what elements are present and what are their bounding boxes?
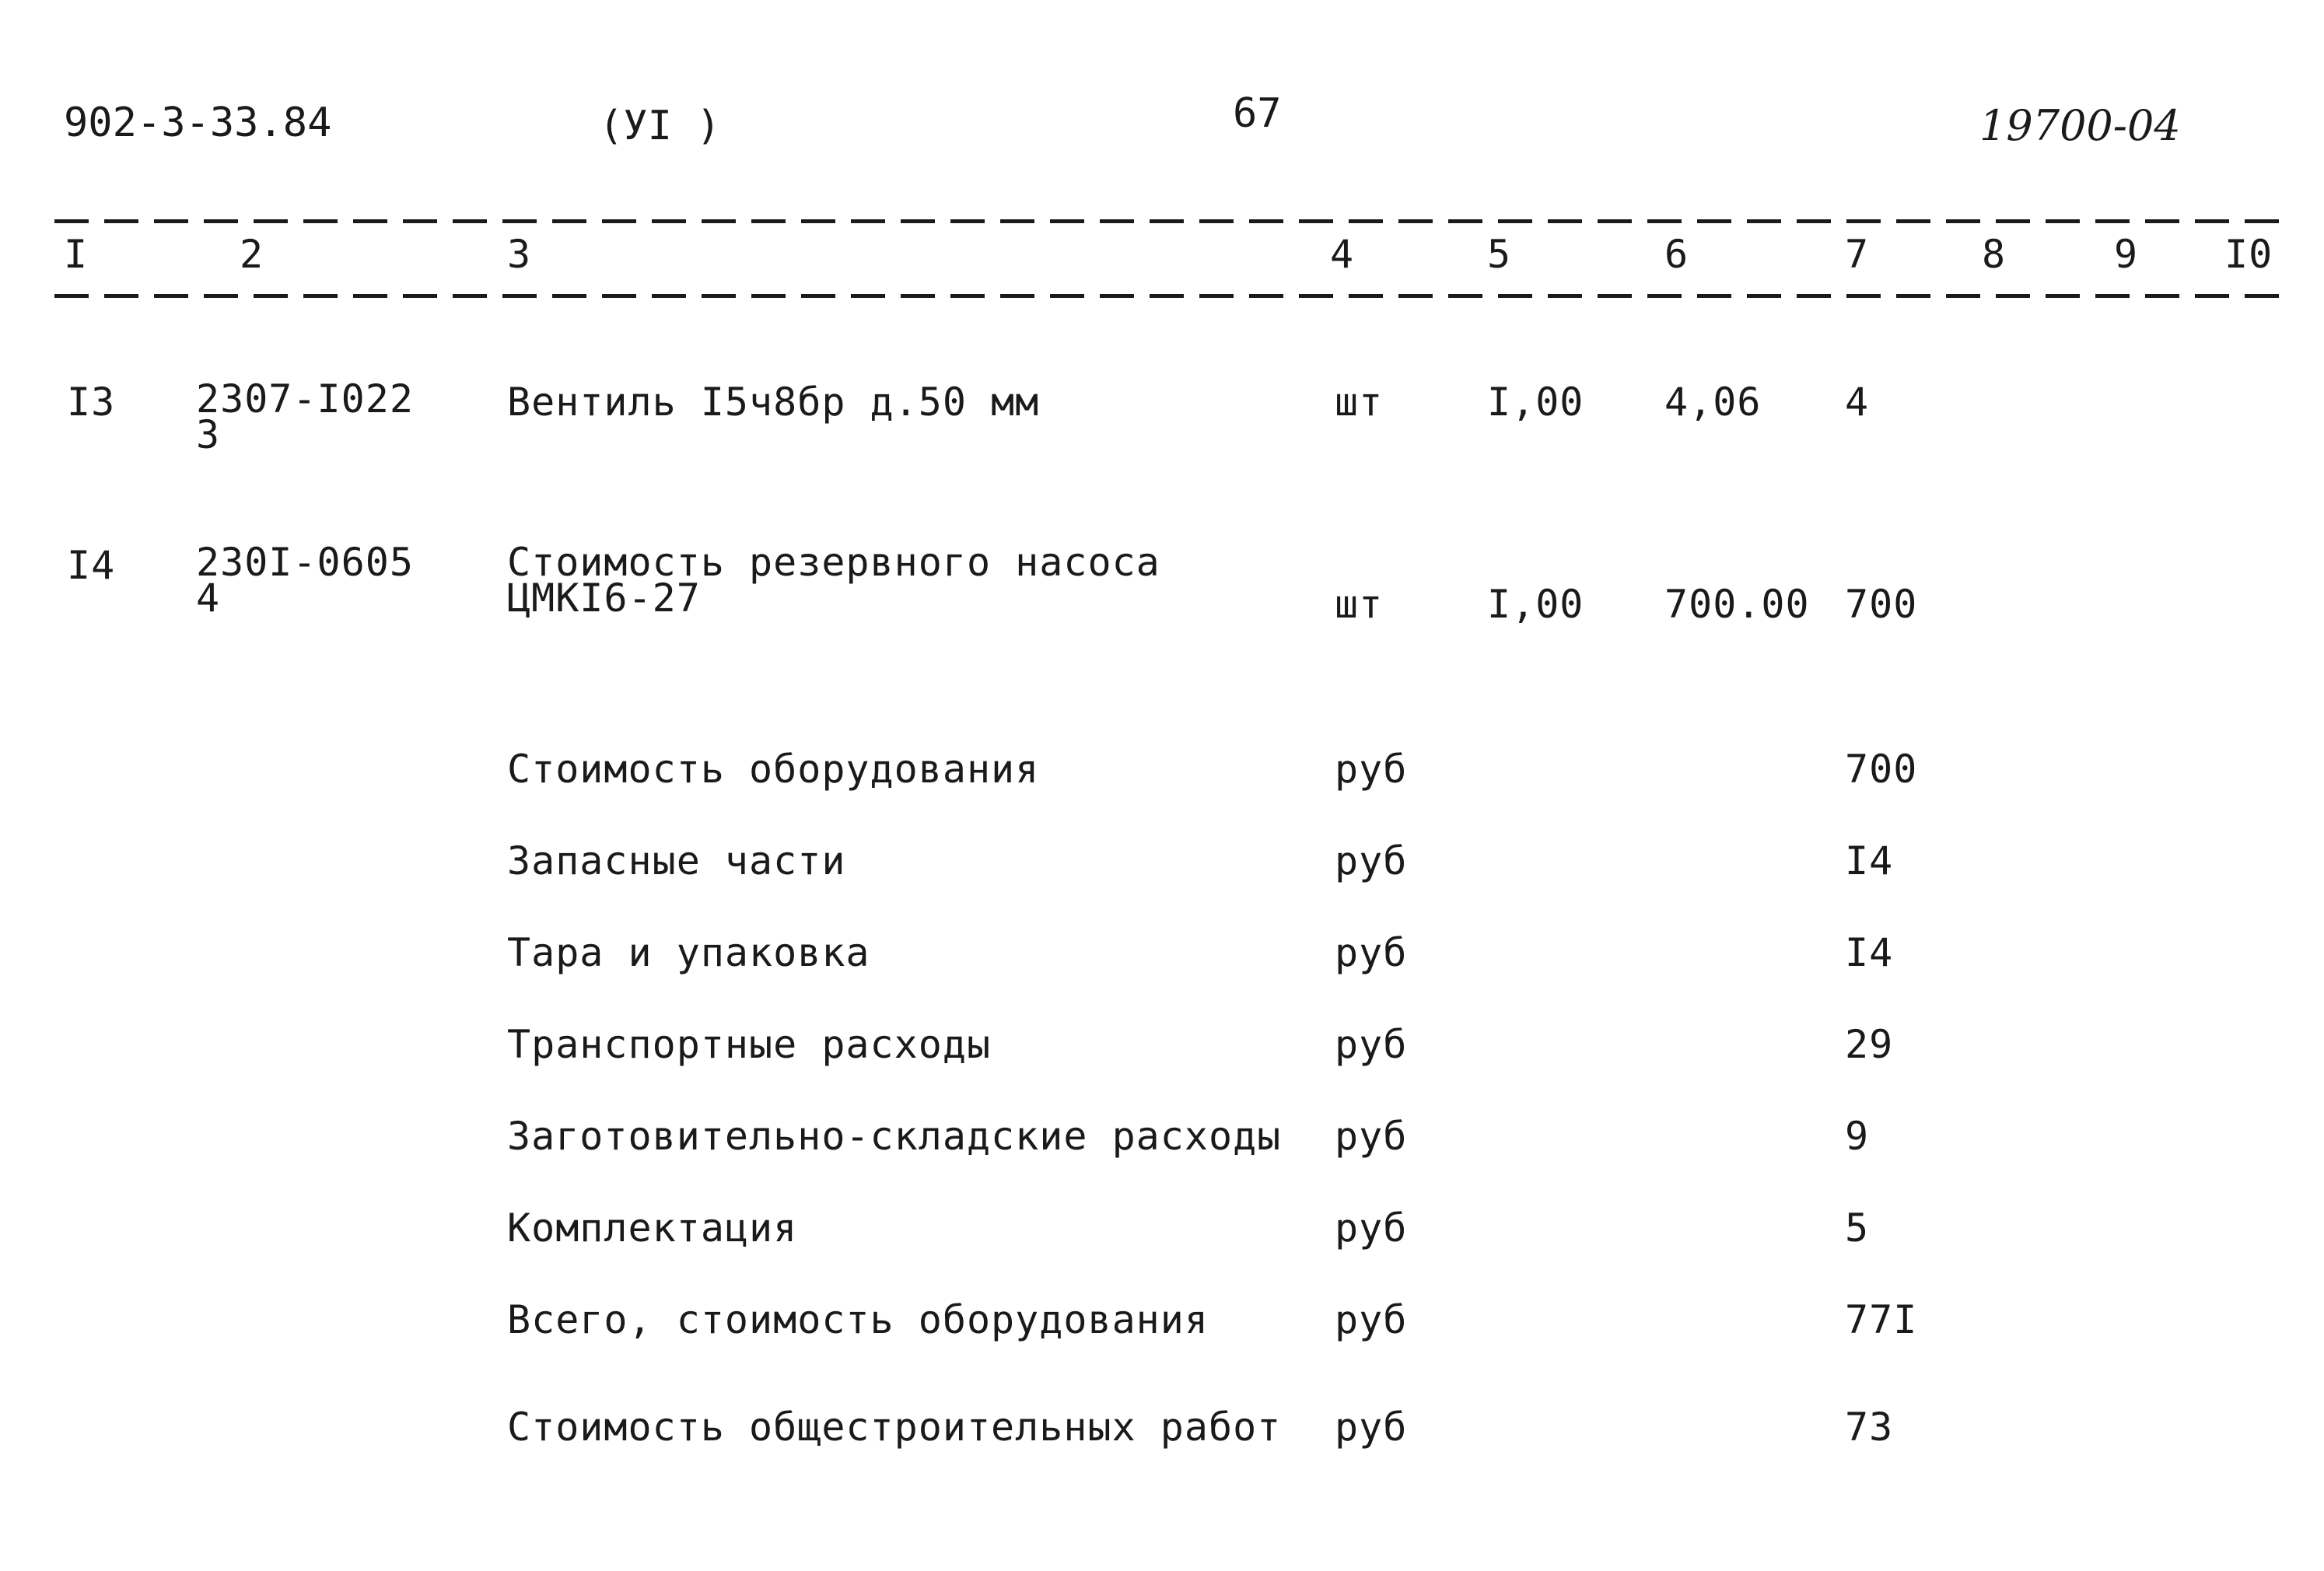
summary-row [0, 1023, 2324, 1070]
row-code-line2: 4 [196, 576, 221, 621]
section-label: (УI ) [599, 103, 721, 149]
summary-unit: руб [1335, 1205, 1408, 1251]
row-unit: шт [1335, 582, 1384, 627]
summary-unit: руб [1335, 930, 1408, 975]
col-header-2: 2 [240, 232, 264, 277]
summary-unit: руб [1335, 1297, 1408, 1342]
row-price: 4,06 [1664, 380, 1762, 425]
col-header-5: 5 [1487, 232, 1512, 277]
summary-row [0, 1406, 2324, 1453]
col-header-1: I [64, 232, 89, 277]
col-header-9: 9 [2114, 232, 2139, 277]
summary-value: 9 [1845, 1114, 1870, 1159]
summary-unit: руб [1335, 1022, 1408, 1067]
row-name-line2: ЦМКI6-27 [507, 576, 701, 621]
col-header-8: 8 [1982, 232, 2007, 277]
row-name [507, 540, 1160, 621]
header-top-rule [54, 219, 2279, 223]
header-bottom-rule [54, 294, 2279, 298]
row-total: 4 [1845, 380, 1870, 425]
row-code [196, 540, 414, 621]
summary-value: 29 [1845, 1022, 1894, 1067]
document-code: 902-3-33.84 [64, 100, 332, 146]
row-code-line2: 3 [196, 412, 221, 457]
col-header-4: 4 [1330, 232, 1355, 277]
summary-unit: руб [1335, 1114, 1408, 1159]
summary-value: 5 [1845, 1205, 1870, 1251]
summary-label: Тара и упаковка [507, 930, 870, 975]
summary-value: 77I [1845, 1297, 1918, 1342]
summary-row [0, 840, 2324, 887]
summary-value: 700 [1845, 747, 1918, 792]
col-header-10: I0 [2224, 232, 2273, 277]
col-header-6: 6 [1664, 232, 1689, 277]
col-header-7: 7 [1845, 232, 1870, 277]
row-qty: I,00 [1487, 380, 1584, 425]
summary-label: Стоимость оборудования [507, 747, 1040, 792]
column-numbers [0, 233, 2324, 280]
summary-unit: руб [1335, 1405, 1408, 1450]
summary-unit: руб [1335, 838, 1408, 883]
summary-label: Заготовительно-складские расходы [507, 1114, 1282, 1159]
table-row [0, 376, 2324, 467]
summary-value: 73 [1845, 1405, 1894, 1450]
row-unit: шт [1335, 380, 1384, 425]
summary-row [0, 1299, 2324, 1345]
sheet-code: 19700-04 [1979, 101, 2181, 150]
summary-value: I4 [1845, 930, 1894, 975]
col-header-3: 3 [507, 232, 532, 277]
row-code-line1: 230I-0605 [196, 540, 414, 585]
row-code-line1: 2307-I022 [196, 376, 414, 422]
summary-label: Запасные части [507, 838, 846, 883]
summary-label: Всего, стоимость оборудования [507, 1297, 1209, 1342]
summary-label: Комплектация [507, 1205, 798, 1251]
summary-label: Транспортные расходы [507, 1022, 992, 1067]
summary-row [0, 932, 2324, 978]
summary-row [0, 1115, 2324, 1162]
row-code [196, 376, 414, 457]
row-total: 700 [1845, 582, 1918, 627]
row-price: 700.00 [1664, 582, 1810, 627]
summary-unit: руб [1335, 747, 1408, 792]
row-qty: I,00 [1487, 582, 1584, 627]
row-number: I4 [67, 543, 116, 588]
summary-label: Стоимость общестроительных работ [507, 1405, 1282, 1450]
row-number: I3 [67, 380, 116, 425]
summary-row [0, 748, 2324, 795]
summary-value: I4 [1845, 838, 1894, 883]
row-name: Вентиль I5ч8бр д.50 мм [507, 380, 1040, 425]
summary-row [0, 1207, 2324, 1254]
page-number: 67 [1233, 90, 1282, 137]
row-name-line1: Стоимость резервного насоса [507, 540, 1160, 585]
table-row [0, 540, 2324, 646]
